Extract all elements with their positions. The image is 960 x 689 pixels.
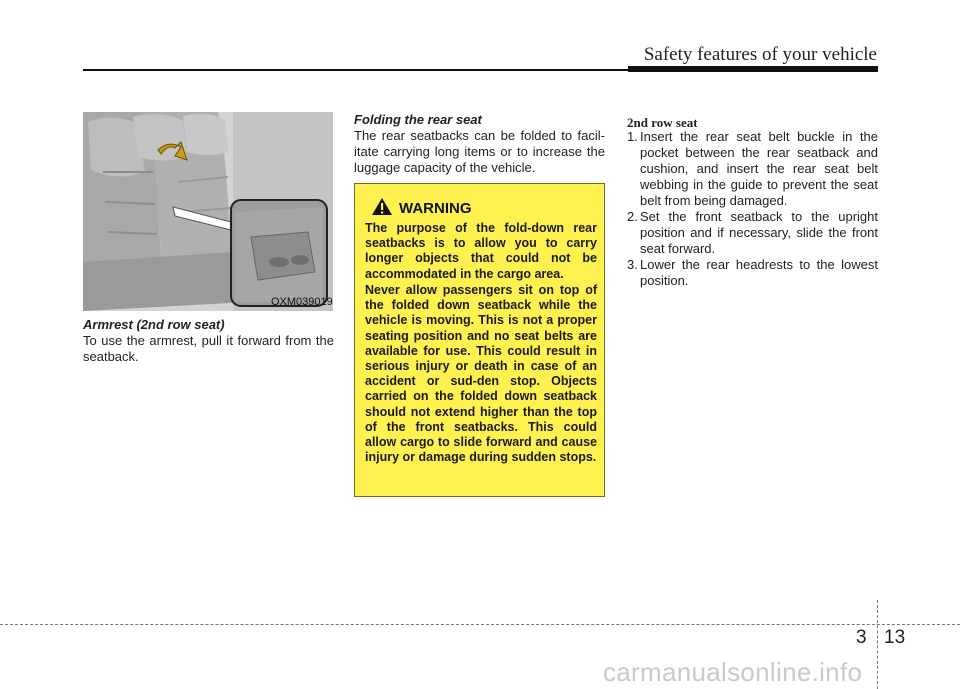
figure-code: OXM039019 xyxy=(271,296,333,308)
step-text: Set the front seatback to the upright position and if necessary, slide the front seat forward. xyxy=(640,209,878,256)
step-text: Lower the rear headrests to the lowest position. xyxy=(640,257,878,288)
warning-triangle-icon xyxy=(371,197,393,216)
step-item xyxy=(627,257,878,289)
watermark-text[interactable]: carmanualsonline.info xyxy=(603,657,863,687)
second-row-steps xyxy=(627,129,878,289)
second-row-heading: 2nd row seat xyxy=(627,115,698,130)
armrest-illustration xyxy=(83,112,333,311)
step-number: 2. xyxy=(627,209,638,224)
section-header-title: Safety features of your vehicle xyxy=(643,44,877,65)
step-number: 1. xyxy=(627,129,638,144)
header-bar xyxy=(628,66,878,72)
warning-paragraph-2: Never allow passengers sit on top of the folded down seatback while the vehicle is moving. This is not a proper seating position and no seat belts are available for use. This could result in serious injury or death in case of an accident or sud-den stop. Objects carried on the folded down seatback should not extend higher than the top of the front seatbacks. This could allow cargo to slide forward and cause injury or damage during sudden stops. xyxy=(365,283,597,465)
warning-paragraph-1: The purpose of the fold-down rear seatbacks is to allow you to carry longer objects that could not be accommodated in the cargo area. xyxy=(365,221,597,281)
armrest-heading: Armrest (2nd row seat) xyxy=(83,317,225,332)
step-text: Insert the rear seat belt buckle in the pocket between the rear seatback and cushion, and insert the rear seat belt webbing in the guide to prevent the seat belt from being damaged. xyxy=(640,129,878,208)
armrest-text: To use the armrest, pull it forward from the seatback. xyxy=(83,333,334,364)
footer-divider xyxy=(877,600,878,689)
step-item xyxy=(627,209,878,257)
warning-title: WARNING xyxy=(399,200,472,217)
folding-heading: Folding the rear seat xyxy=(354,112,482,127)
chapter-number: 3 xyxy=(856,627,867,648)
page-number: 13 xyxy=(884,627,906,648)
warning-box xyxy=(354,183,605,497)
step-number: 3. xyxy=(627,257,638,272)
folding-text: The rear seatbacks can be folded to facil-itate carrying long items or to increase the luggage capacity of the vehicle. xyxy=(354,128,605,175)
footer-rule xyxy=(0,624,960,625)
step-item xyxy=(627,129,878,209)
